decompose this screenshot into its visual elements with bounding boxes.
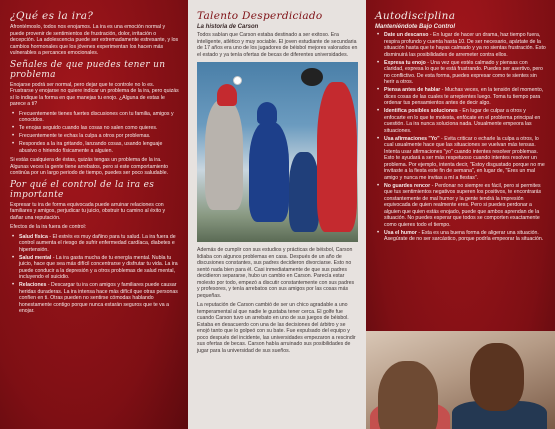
tip-text: - En lugar de culpar a otros y enfocarte en lo que te molesta, enfócate en el problema principal en cuestión. La ira nunca soluciona nada. Usualmente empeora las situaciones. — [384, 108, 541, 134]
self-discipline-subtitle: Manteniéndote Bajo Control — [375, 24, 455, 30]
tip-text: - Esta es una buena forma de aligerar una situación. Asegúrate de no ser sarcástico, porque podría empeorar la situación. — [384, 229, 544, 242]
list-item: • Te enojas seguido cuando las cosas no salen como quieres. — [10, 125, 179, 132]
glove-shape — [301, 68, 323, 86]
tip-text: - Muchas veces, en la tensión del momento, dices cosas de las cuales te arrepientes luego. Toma tu tiempo para ordenar tus pensamientos antes de decir algo. — [384, 87, 544, 106]
effect-label: Salud física — [19, 233, 48, 240]
list-item — [375, 108, 546, 134]
middle-panel — [188, 0, 366, 429]
right-panel — [366, 0, 555, 429]
frustrated-teen-photo — [366, 331, 555, 429]
wasted-talent-heading: Talento Desperdiciado — [197, 10, 323, 22]
list-item — [10, 255, 179, 281]
list-item — [10, 234, 179, 254]
list-item: • Respondes a la ira gritando, lanzando cosas, usando lenguaje abusivo o hiriendo físicamente a alguien. — [10, 141, 179, 154]
what-is-anger-heading: ¿Qué es la ira? — [10, 10, 94, 22]
list-item — [375, 183, 546, 229]
woman-head — [378, 361, 438, 429]
list-item — [375, 32, 546, 58]
player-figure — [289, 152, 319, 232]
list-item — [375, 60, 546, 86]
effect-text: - La ira gasta mucha de tu energía mental. Nubla tu juicio, hace que sea más difícil concentrarse y disfrutar tu vida. La ira puede conducir a la depresión y a otros problemas de salud mental, incluyendo el suicidio. — [19, 254, 178, 280]
self-discipline-heading: Autodisciplina — [375, 10, 456, 22]
left-panel — [0, 0, 188, 429]
tip-label: Piensa antes de hablar — [384, 87, 441, 93]
effect-text: - Descargar tu ira con amigos y familiares puede causar heridas duraderas. La ira intensa hace más difícil que otras personas confíen en ti. Otras pueden no sentirse cómodas hablando honestamente contigo porque nunca estarán seguros que te va a enojar. — [19, 282, 178, 314]
player-figure — [205, 100, 243, 210]
boy-head — [470, 343, 524, 411]
cap-shape — [217, 84, 237, 106]
list-item — [375, 136, 546, 182]
player-figure — [249, 122, 289, 222]
effect-text: - El estrés es muy dañino para tu salud. La ira fuera de control aumenta el riesgo de sufrir enfermedad cardíaca, diabetes e hipertensión. — [19, 233, 176, 253]
tip-label: Date un descanso — [384, 32, 429, 38]
tips-list — [375, 32, 546, 243]
list-item — [10, 282, 179, 315]
baseball-shape — [233, 76, 242, 85]
tip-text: - Una vez que estés calmado y piensas con claridad, expresa lo que te está frustrando. Puedes ser asertivo, pero no conflictivo. De esta forma, puedes expresar como te sientes sin herir a otros. — [384, 59, 543, 85]
tip-label: Identifica posibles soluciones — [384, 108, 458, 114]
story-paragraph-2: Además de cumplir con sus estudios y prácticas de béisbol, Carson lidiaba con algunos problemas en casa. Después de un año de discusiones constantes, sus padres decidieron divorciarse. Esto no sentó nada bien para él. Casi inmediatamente de que sus padres decidieron separarse, hubo un cambio en Carson. Parecía estar molesto por todo, empezó a discutir constantemente con sus padres y profesores, y tenía arrebatos con sus amigos por las cosas más pequeñas. — [197, 247, 355, 299]
list-item: • Frecuentemente te echas la culpa a otros por problemas. — [10, 133, 179, 140]
intro-paragraph: Afrontémoslo, todos nos enojamos. La ira es una emoción normal y puede provenir de sentimientos de frustración, dolor, irritación o decepción. La adolescencia puede ser extremadamente estresante, y los cambios hormonales que los jóvenes experimentan los hacen más vulnerables a percances emocionales. — [10, 24, 179, 56]
tip-text: - En lugar de hacer un drama, haz tiempo fuera, respira profundo y cuenta hasta 10. De ser necesario, apártate de la situación hasta que te hayas calmado y ya no sientas frustración. Esto disminuirá las posibilidades de arremeter contra ellos. — [384, 32, 546, 58]
effects-list — [10, 234, 179, 315]
story-paragraph-3: La reputación de Carson cambió de ser un chico agradable a uno temperamental al que nadie le gustaba tener cerca. El golfe fue cuando Carson tuvo un arrebato en uno de sus juegos de béisbol. Estaba en desacuerdo con una de las decisiones del árbitro y se enojó tanto que lo golpeó con su bate. Fue expulsado del equipo y poco después del incidente, las universidades empezaron a rescindir sus ofertas de becas. Carson había arruinado sus posibilidades de jugar para la universidad de sus sueños. — [197, 302, 356, 354]
why-heading: Por qué el control de la ira es importante — [10, 179, 155, 200]
effects-intro: Efectos de la ira fuera de control: — [10, 224, 87, 230]
tip-text: - Perdonar no siempre es fácil, pero si permites que tus sentimientos negativos superen los positivos, te encontrarás constantemente de mal humor y la gente tendrá la impresión equivocada de quien realmente eres. Pero si puedes perdonar a alguien que quien estás enojado, puede que ambos aprendan de la situación. No puedes esperar que todos se comporten exactamente como quieres todo el tiempo. — [384, 182, 542, 228]
baseball-players-photo — [197, 62, 358, 242]
tip-label: Usa el humor — [384, 229, 417, 236]
signs-outro-paragraph: Si estás cualquiera de éstas, quizás tengas un problema de la ira. Algunas veces la gente tiene arrebatos, pero si este comportamiento continúa por un largo periodo de tiempo, puedes ser poco saludable. — [10, 157, 169, 176]
signs-list — [10, 111, 179, 155]
tip-label: Expresa tu enojo — [384, 59, 426, 66]
signs-intro-paragraph: Enojarse podrá ser normal, pero dejar que te controle no lo es. Frustrarse y enojarse no quiere indicar un problema de la ira, pero quizás sí lo indique la forma en que manejas tu enojo. ¿Alguna de estas le parece a ti? — [10, 81, 179, 107]
effect-label: Relaciones — [19, 282, 47, 288]
story-subtitle: La historia de Carson — [197, 24, 259, 30]
effect-label: Salud mental — [19, 254, 52, 261]
story-paragraph-1: Todos sabían que Carson estaba destinado a ser exitoso. Era inteligente, atlético y muy sociable. El joven estudiante de secundaria de 17 años era uno de los jugadores de béisbol mejores valorados en el estado y ya tenía ofertas de becas de diferentes universidades. — [197, 32, 358, 58]
why-intro-paragraph: Expresar tu ira de forma equivocada puede arruinar relaciones con familiares y amigos, perjudicar tu juicio, obstruir tu camino al éxito y dañar una reputación. — [10, 201, 166, 221]
list-item: • Frecuentemente tienes fuertes discusiones con tu familia, amigos y conocidos. — [10, 111, 179, 124]
tip-text: - Evita criticar o echarle la culpa a otros, lo cual usualmente hace que las situaciones se vuelvan más tensas. Intenta usar afirmaciones "yo" cuando intentes resolver problemas. Esto te ayudará a ser más respetuoso cuando intentes resolver un problema. Por ejemplo, intenta decir, "Estoy disgustado porque no me invitaste a la fiesta este fin de semana", en lugar de, "Eres un mal amigo y nunca me invitas a mí a fiestas". — [384, 135, 545, 181]
list-item — [375, 87, 546, 107]
signs-heading: Señales de que puedes tener un problema — [10, 59, 166, 80]
player-figure — [317, 82, 357, 232]
tip-label: No guardes rencor — [384, 182, 431, 189]
cap-shape — [257, 102, 277, 124]
list-item — [375, 230, 546, 243]
tip-label: Usa afirmaciones "Yo" — [384, 135, 440, 142]
